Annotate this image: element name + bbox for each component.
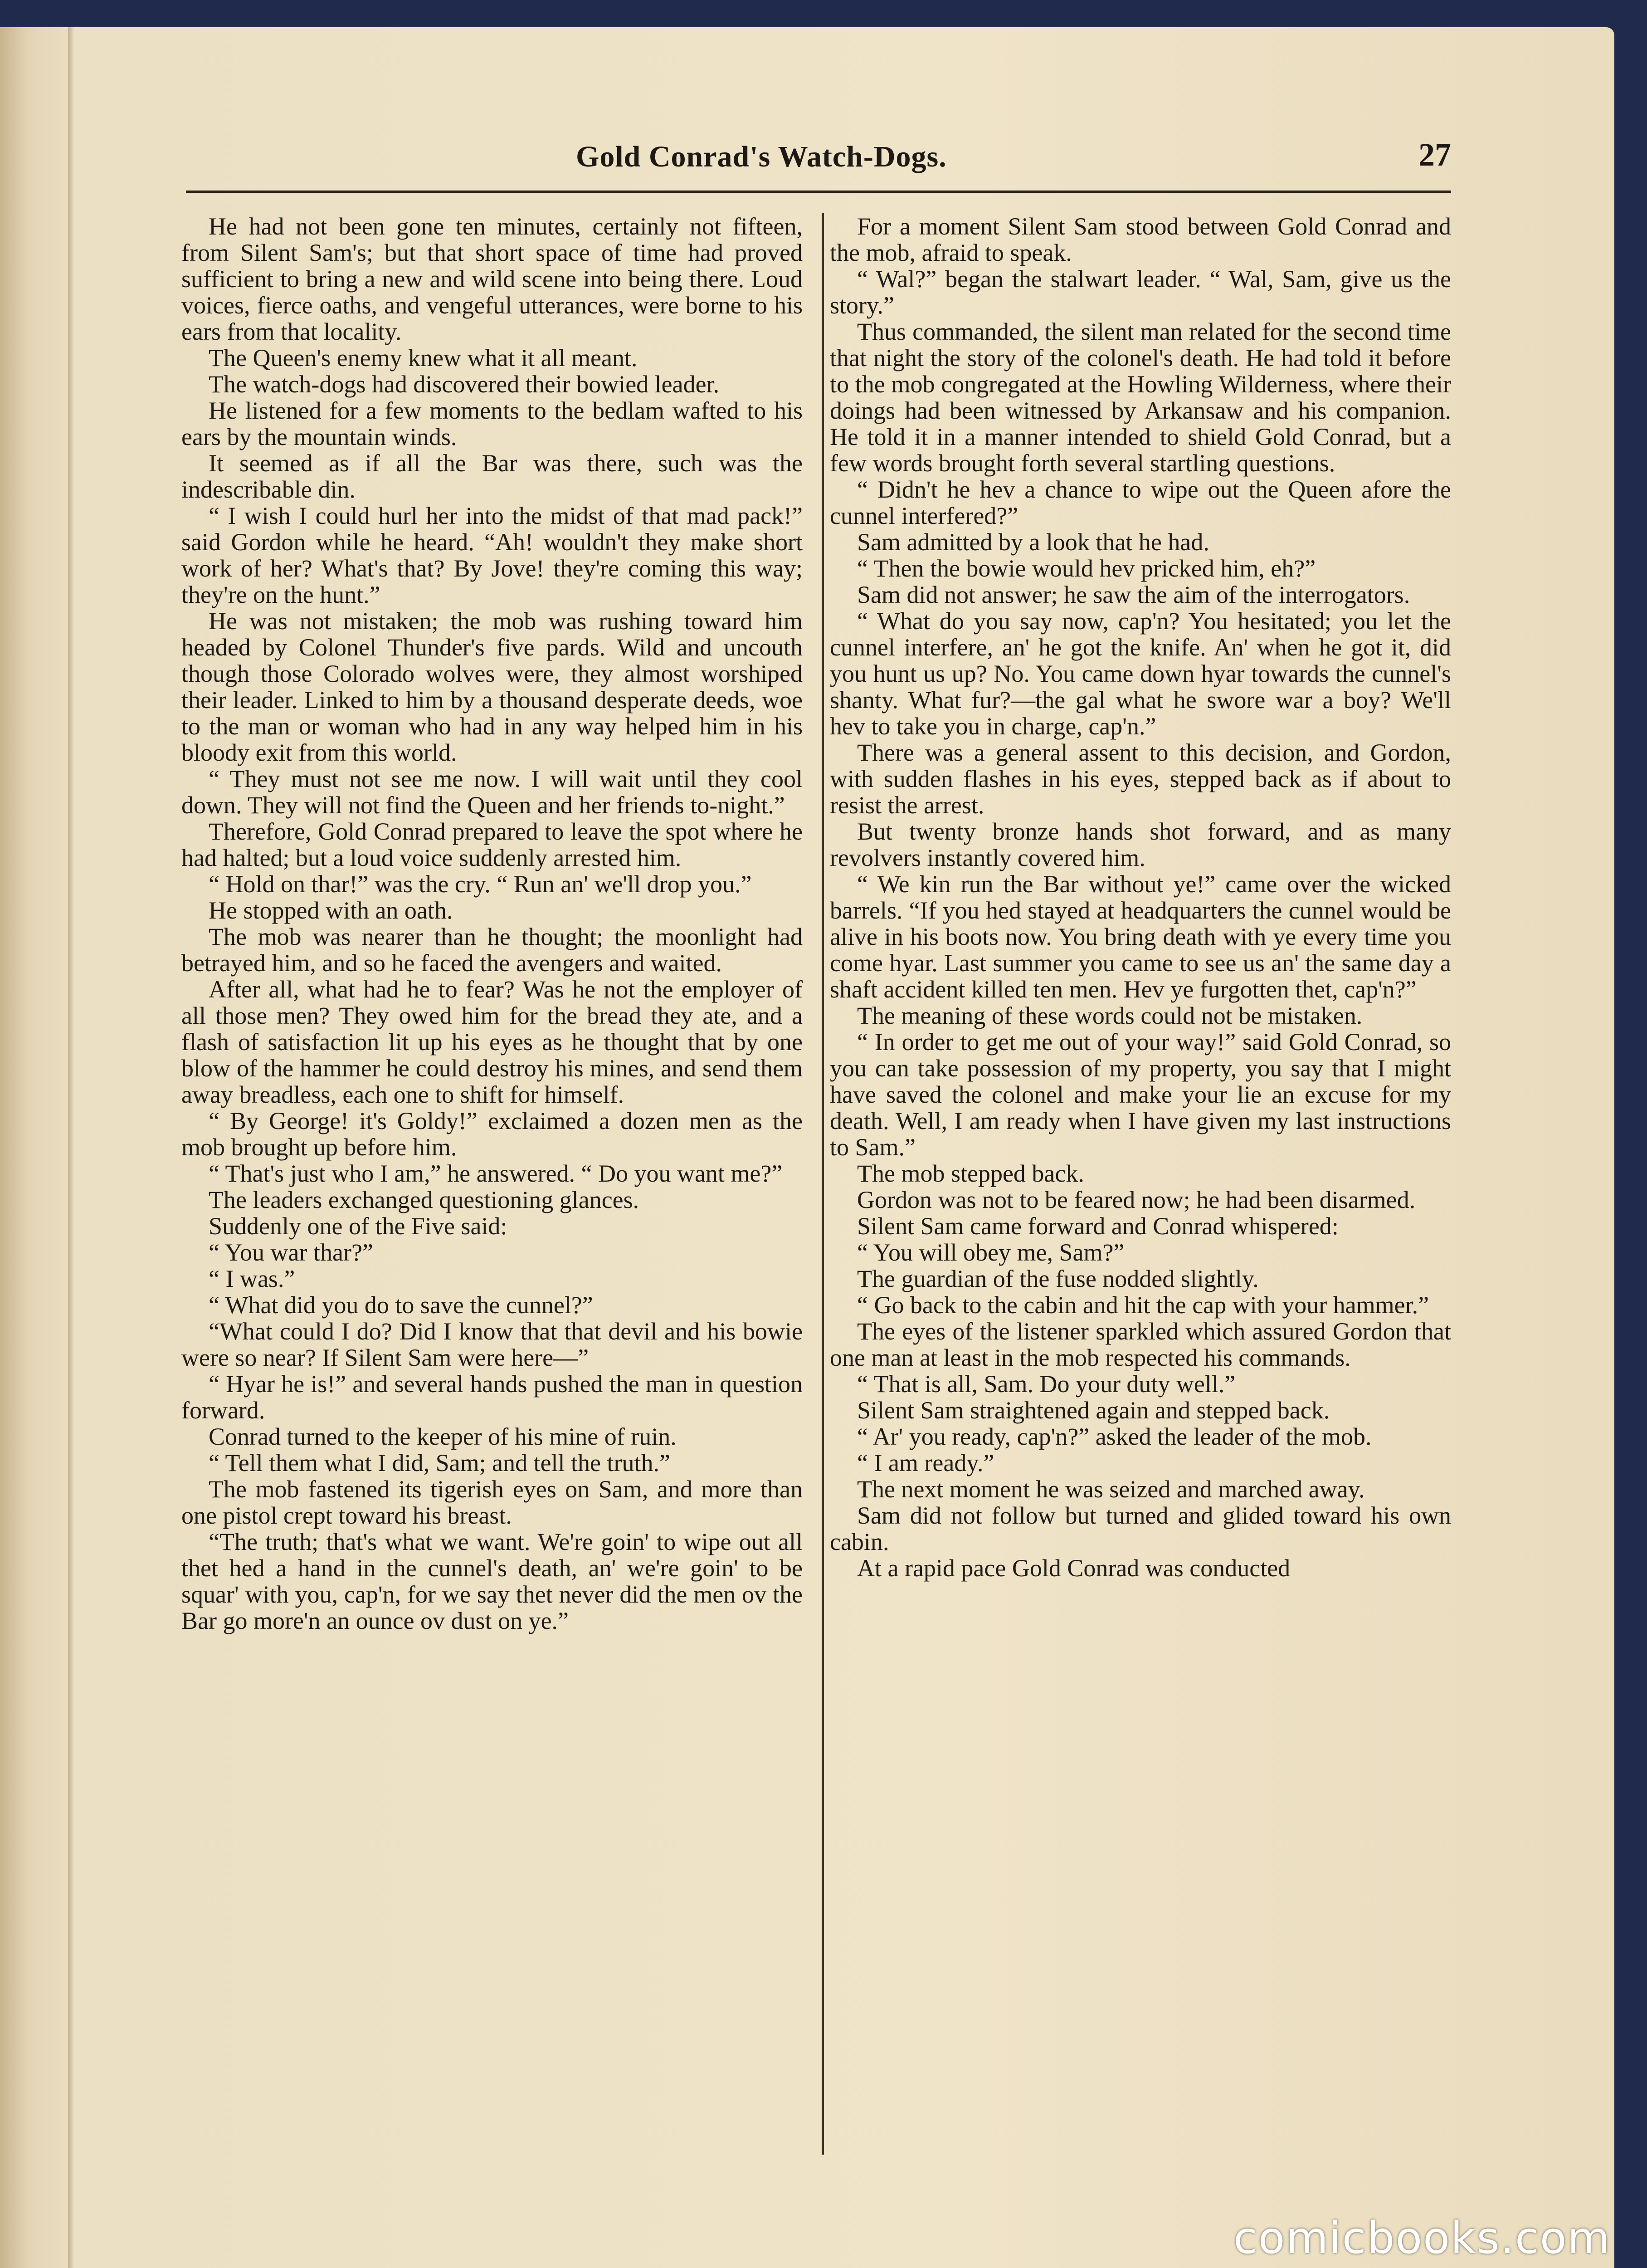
page-fold-shadow <box>68 27 74 2268</box>
paragraph: Sam did not follow but turned and glided toward his own cabin. <box>830 1502 1451 1555</box>
column-divider <box>822 213 824 2155</box>
paragraph: “ I am ready.” <box>857 1449 994 1476</box>
paragraph: Silent Sam came forward and Conrad whispered: <box>857 1212 1339 1240</box>
paragraph: “ We kin run the Bar without ye!” came over the wicked barrels. “If you hed stayed at headquarters the cunnel would be alive in his boots now. You bring death with ye every time you come hyar. Last summer you came to see us an' the same day a shaft accident killed ten men. Hev ye furgotten thet, cap'n?” <box>830 870 1451 1003</box>
paragraph: “ In order to get me out of your way!” said Gold Conrad, so you can take possession of my property, you say that I might have saved the colonel and make your lie an excuse for my death. Well, I am ready when I have given my last instructions to Sam.” <box>830 1028 1451 1161</box>
paragraph: Gordon was not to be feared now; he had been disarmed. <box>857 1186 1416 1213</box>
paragraph: There was a general assent to this decision, and Gordon, with sudden flashes in his eyes, stepped back as if about to resist the arrest. <box>830 739 1451 819</box>
paragraph: The leaders exchanged questioning glances. <box>209 1186 639 1213</box>
paragraph: He had not been gone ten minutes, certainly not fifteen, from Silent Sam's; but that short space of time had proved sufficient to bring a new and wild scene into being there. Loud voices, fierce oaths, and vengeful utterances, were borne to his ears from that locality. <box>181 213 803 345</box>
paragraph: “ Tell them what I did, Sam; and tell the truth.” <box>209 1449 670 1476</box>
paragraph: “ Wal?” began the stalwart leader. “ Wal, Sam, give us the story.” <box>830 265 1451 319</box>
paragraph: The Queen's enemy knew what it all meant. <box>209 344 638 371</box>
watermark: comicbooks.com <box>1233 2213 1611 2263</box>
paragraph: The eyes of the listener sparkled which assured Gordon that one man at least in the mob respected his commands. <box>830 1318 1451 1371</box>
paragraph: “ Didn't he hev a chance to wipe out the Queen afore the cunnel interfered?” <box>830 476 1451 529</box>
paragraph: “ They must not see me now. I will wait until they cool down. They will not find the Queen and her friends to-night.” <box>181 765 803 819</box>
paragraph: The guardian of the fuse nodded slightly. <box>857 1265 1259 1292</box>
right-column <box>830 213 1451 2164</box>
paragraph: “ I was.” <box>209 1265 295 1292</box>
paragraph: “ What did you do to save the cunnel?” <box>209 1291 593 1319</box>
paragraph: “ What do you say now, cap'n? You hesitated; you let the cunnel interfere, an' he got the knife. An' when he got it, did you hunt us up? No. You came down hyar towards the cunnel's shanty. What fur?—the gal what he swore war a boy? We'll hev to take you in charge, cap'n.” <box>830 607 1451 740</box>
paragraph: But twenty bronze hands shot forward, and as many revolvers instantly covered him. <box>830 818 1451 871</box>
paragraph: Suddenly one of the Five said: <box>209 1212 507 1240</box>
paragraph: The next moment he was seized and marched away. <box>857 1476 1365 1503</box>
paragraph: Sam admitted by a look that he had. <box>857 528 1209 556</box>
paragraph: Therefore, Gold Conrad prepared to leave the spot where he had halted; but a loud voice suddenly arrested him. <box>181 818 803 871</box>
paragraph: “ Go back to the cabin and hit the cap with your hammer.” <box>857 1291 1429 1319</box>
paragraph: “The truth; that's what we want. We're goin' to wipe out all thet hed a hand in the cunnel's death, an' we're goin' to be squar' with you, cap'n, for we say thet never did the men ov the Bar go more'n an ounce ov dust on ye.” <box>181 1528 803 1634</box>
paragraph: The mob stepped back. <box>857 1160 1084 1187</box>
paragraph: The meaning of these words could not be mistaken. <box>857 1002 1363 1029</box>
paragraph: He was not mistaken; the mob was rushing toward him headed by Colonel Thunder's five pards. Wild and uncouth though those Colorado wolves were, they almost worshiped their leader. Linked to him by a thousand desperate deeds, woe to the man or woman who had in any way helped him in his bloody exit from this world. <box>181 607 803 766</box>
running-title: Gold Conrad's Watch-Dogs. <box>576 140 947 173</box>
paragraph: He listened for a few moments to the bedlam wafted to his ears by the mountain winds. <box>181 397 803 450</box>
paragraph: After all, what had he to fear? Was he not the employer of all those men? They owed him for the bread they ate, and a flash of satisfaction lit up his eyes as he thought that by one blow of the hammer he could destroy his mines, and send them away breadless, each one to shift for himself. <box>181 976 803 1108</box>
header-rule <box>186 191 1451 193</box>
paragraph: For a moment Silent Sam stood between Gold Conrad and the mob, afraid to speak. <box>830 213 1451 266</box>
paragraph: He stopped with an oath. <box>209 897 453 924</box>
paragraph: “ You will obey me, Sam?” <box>857 1239 1125 1266</box>
paragraph: Sam did not answer; he saw the aim of the interrogators. <box>857 581 1410 608</box>
running-header <box>186 136 1451 186</box>
paragraph: Conrad turned to the keeper of his mine of ruin. <box>209 1423 677 1450</box>
paragraph: “ That's just who I am,” he answered. “ Do you want me?” <box>209 1160 783 1187</box>
paragraph: “ Ar' you ready, cap'n?” asked the leader of the mob. <box>857 1423 1372 1450</box>
paragraph: Silent Sam straightened again and stepped back. <box>857 1397 1330 1424</box>
paragraph: “ That is all, Sam. Do your duty well.” <box>857 1370 1236 1398</box>
paragraph: “ By George! it's Goldy!” exclaimed a dozen men as the mob brought up before him. <box>181 1107 803 1161</box>
paragraph: “ I wish I could hurl her into the midst of that mad pack!” said Gordon while he heard. “Ah! wouldn't they make short work of her? What's that? By Jove! they're coming this way; they're on the hunt.” <box>181 502 803 608</box>
paragraph: “ Hyar he is!” and several hands pushed the man in question forward. <box>181 1370 803 1424</box>
page-number: 27 <box>1418 137 1451 173</box>
paragraph: At a rapid pace Gold Conrad was conducted <box>857 1554 1291 1582</box>
left-column <box>181 213 803 2164</box>
paragraph: The mob fastened its tigerish eyes on Sam, and more than one pistol crept toward his breast. <box>181 1476 803 1529</box>
paragraph: “ Then the bowie would hev pricked him, eh?” <box>857 555 1316 582</box>
paragraph: “ You war thar?” <box>209 1239 373 1266</box>
paragraph: “ Hold on thar!” was the cry. “ Run an' we'll drop you.” <box>209 870 752 898</box>
paragraph: Thus commanded, the silent man related for the second time that night the story of the colonel's death. He had told it before to the mob congregated at the Howling Wilderness, where their doings had been witnessed by Arkansaw and his companion. He told it in a manner intended to shield Gold Conrad, but a few words brought forth several startling questions. <box>830 318 1451 477</box>
paragraph: “What could I do? Did I know that that devil and his bowie were so near? If Silent Sam were here—” <box>181 1318 803 1371</box>
paragraph: The mob was nearer than he thought; the moonlight had betrayed him, and so he faced the avengers and waited. <box>181 923 803 977</box>
paragraph: The watch-dogs had discovered their bowied leader. <box>209 371 720 398</box>
paragraph: It seemed as if all the Bar was there, such was the indescribable din. <box>181 450 803 503</box>
